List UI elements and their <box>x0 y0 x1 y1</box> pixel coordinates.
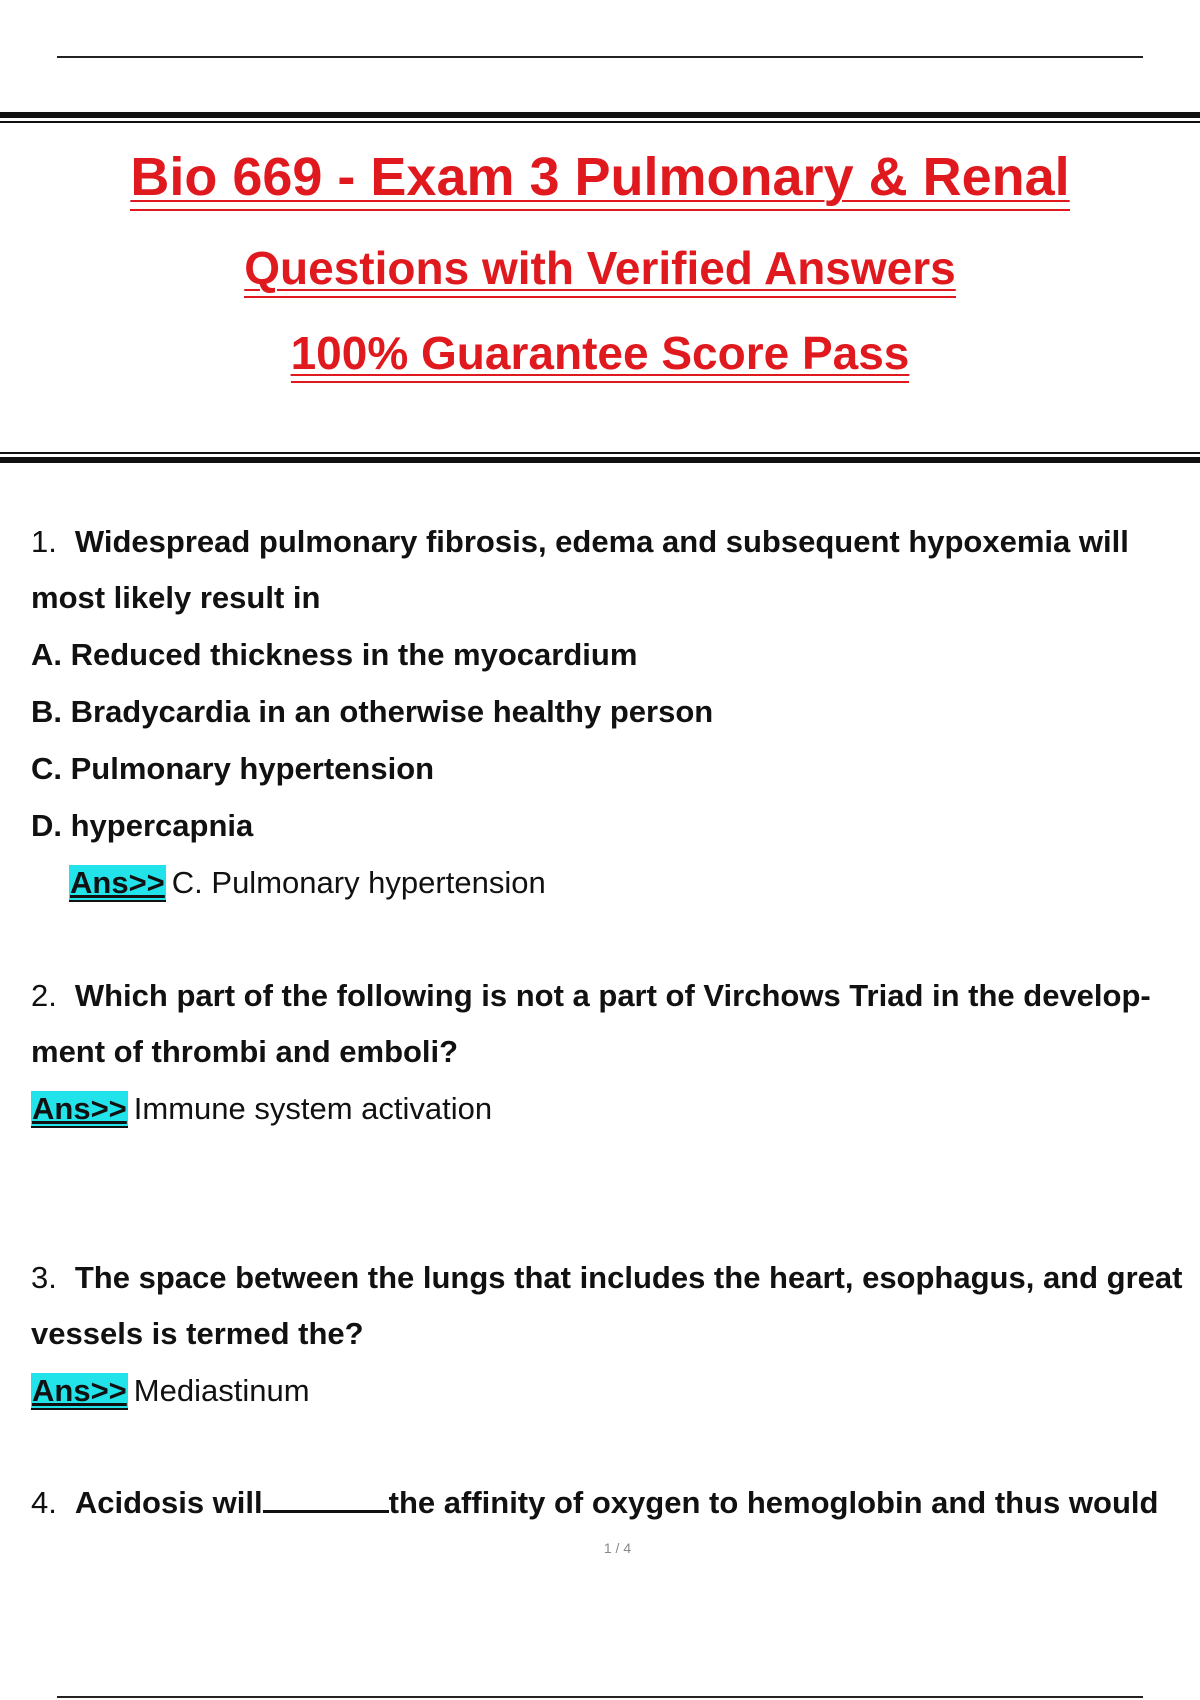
question-4-line-1 <box>31 1475 1191 1531</box>
answer-text: Mediastinum <box>133 1373 310 1408</box>
question-number: 3. <box>31 1260 57 1295</box>
answer-row <box>31 1080 1191 1137</box>
top-divider <box>57 56 1143 58</box>
answer-tag: Ans>> <box>70 865 165 900</box>
question-text: Which part of the following is not a part of Virchows Triad in the develop- <box>74 978 1151 1013</box>
document-title: Bio 669 - Exam 3 Pulmonary & Renal <box>130 148 1069 211</box>
answer-tag: Ans>> <box>32 1373 127 1408</box>
header-top-rule <box>0 112 1200 118</box>
answer-text: C. Pulmonary hypertension <box>171 865 546 900</box>
option-a: A. Reduced thickness in the myocardium <box>31 637 638 672</box>
answer-tag: Ans>> <box>32 1091 127 1126</box>
answer-text: Immune system activation <box>133 1091 493 1126</box>
question-number: 2. <box>31 978 57 1013</box>
header-bottom-rule <box>0 457 1200 463</box>
document-subtitle-2: 100% Guarantee Score Pass <box>291 328 910 383</box>
question-3-line-1 <box>31 1250 1191 1306</box>
question-1-line-2: most likely result in <box>31 580 321 615</box>
header-top-rule-thin <box>0 121 1200 123</box>
answer-row <box>31 854 1191 911</box>
fill-in-blank <box>263 1484 389 1513</box>
header-bottom-rule-thin <box>0 452 1200 454</box>
question-2-line-1 <box>31 968 1191 1024</box>
question-2-line-2: ment of thrombi and emboli? <box>31 1034 459 1069</box>
option-d: D. hypercapnia <box>31 808 254 843</box>
question-text-after-blank: the affinity of oxygen to hemoglobin and thus would <box>388 1485 1159 1520</box>
subtitle-container-1 <box>0 243 1200 298</box>
title-container <box>0 148 1200 211</box>
question-text: Widespread pulmonary fibrosis, edema and subsequent hypoxemia will <box>74 524 1129 559</box>
answer-row <box>31 1362 1191 1419</box>
question-4 <box>31 1475 1191 1531</box>
subtitle-container-2 <box>0 328 1200 383</box>
question-1-line-1 <box>31 514 1191 570</box>
question-3 <box>31 1250 1191 1419</box>
question-1 <box>31 514 1191 911</box>
document-subtitle-1: Questions with Verified Answers <box>244 243 955 298</box>
option-c: C. Pulmonary hypertension <box>31 751 435 786</box>
question-text-before-blank: Acidosis will <box>74 1485 263 1520</box>
page-indicator: 1 / 4 <box>603 1540 632 1556</box>
question-number: 4. <box>31 1485 57 1520</box>
question-number: 1. <box>31 524 57 559</box>
question-3-line-2: vessels is termed the? <box>31 1316 364 1351</box>
question-2 <box>31 968 1191 1137</box>
bottom-divider <box>57 1696 1143 1698</box>
question-text: The space between the lungs that includes the heart, esophagus, and great <box>74 1260 1183 1295</box>
option-b: B. Bradycardia in an otherwise healthy person <box>31 694 714 729</box>
